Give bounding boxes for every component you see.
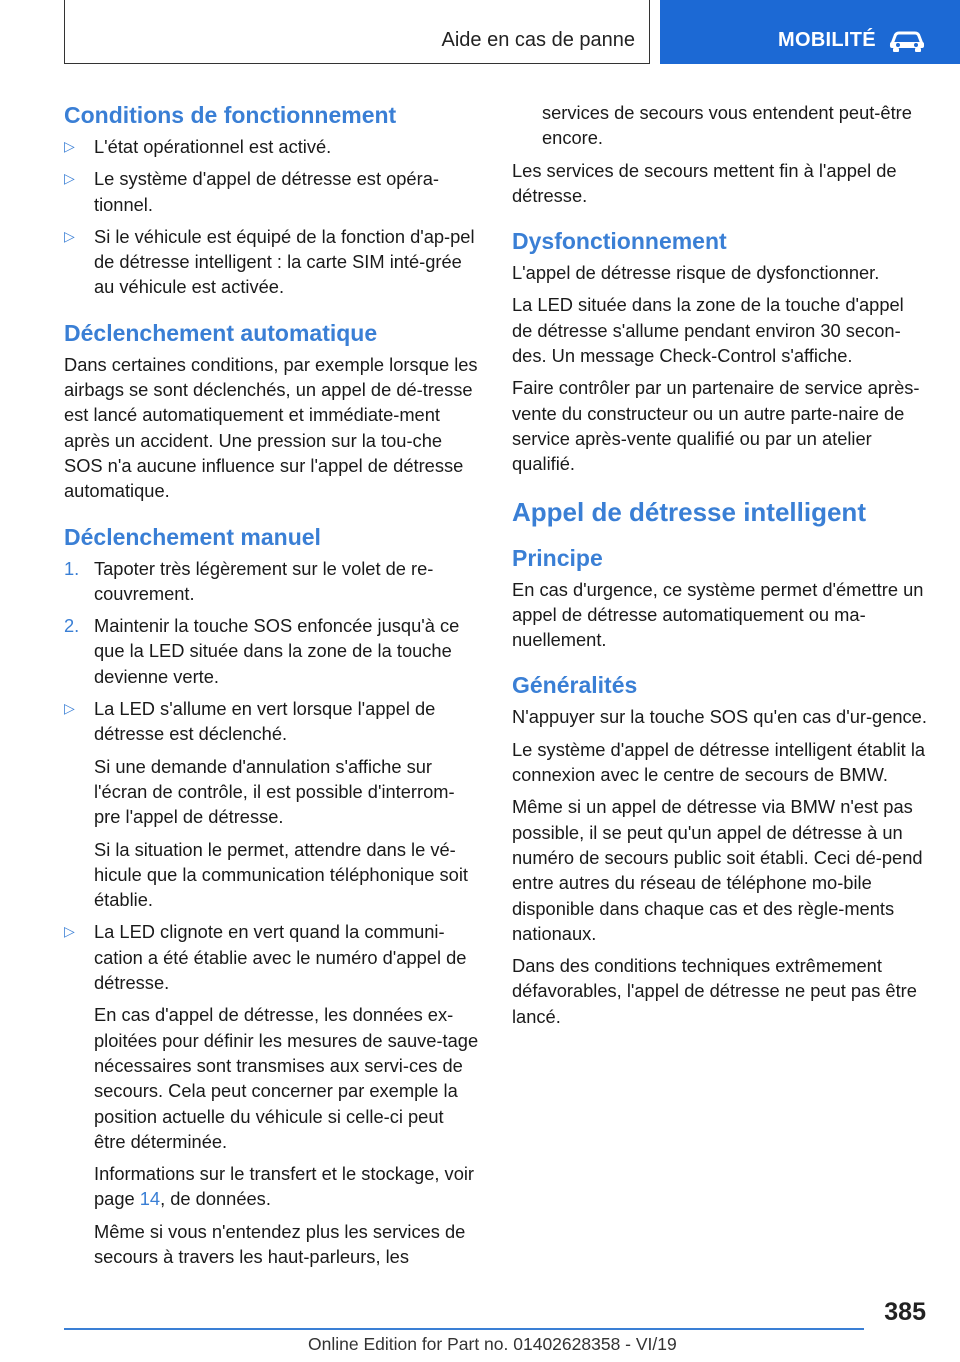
triangle-bullet-icon: ▷ bbox=[64, 227, 75, 244]
heading-operating-conditions: Conditions de fonctionnement bbox=[64, 102, 397, 128]
header-category-tab bbox=[660, 0, 960, 64]
sub-paragraph: En cas d'appel de détresse, les données ex-ploitées pour définir les mesures de sauve-tage nécessaires sont transmises aux servi-ces de secours. Cela peut concerner par exemple la position actuelle du véhicule si celle-ci peut être déterminée. bbox=[94, 1004, 479, 1152]
page-number: 385 bbox=[884, 1298, 926, 1326]
paragraph: Le système d'appel de détresse intelligent établit la connexion avec le centre de secours de BMW. bbox=[512, 738, 926, 786]
sub-paragraph: Même si vous n'entendez plus les services de secours à travers les haut-parleurs, les bbox=[94, 1220, 466, 1267]
heading-principle: Principe bbox=[512, 544, 603, 571]
paragraph: Faire contrôler par un partenaire de service après-vente du constructeur ou un autre parte-naire de service après-vente qualifié ou par un atelier qualifié. bbox=[512, 377, 920, 475]
paragraph: Dans certaines conditions, par exemple lorsque les airbags se sont déclenchés, un appel de dé-tresse est lancé automatiquement et immédiate-ment après un accident. Une pression sur la tou-che SOS n'a aucune influence sur l'appel de détresse automatique. bbox=[64, 353, 478, 502]
footer-divider bbox=[64, 1328, 864, 1330]
section-title: Aide en cas de panne bbox=[441, 29, 635, 51]
footer-edition: Online Edition for Part no. 01402628358 - VI/19 bbox=[308, 1334, 677, 1354]
header-section-tab bbox=[64, 0, 650, 64]
list-item: ▷ La LED clignote en vert quand la communi-cation a été établie avec le numéro d'appel de détresse. bbox=[64, 921, 467, 994]
heading-manual-trigger: Déclenchement manuel bbox=[64, 523, 321, 550]
list-item: ▷ Si le véhicule est équipé de la fonction d'ap-pel de détresse intelligent : la carte SIM inté-grée au véhicule est activée. bbox=[64, 225, 475, 298]
sub-paragraph-with-link: Informations sur le transfert et le stockage, voir page 14, de données. bbox=[94, 1163, 475, 1210]
triangle-bullet-icon: ▷ bbox=[64, 138, 75, 154]
paragraph: En cas d'urgence, ce système permet d'émettre un appel de détresse automatiquement ou ma-nuellement. bbox=[512, 578, 924, 651]
continued-paragraph: services de secours vous entendent peut-être encore. bbox=[542, 102, 912, 149]
sub-paragraph: Si une demande d'annulation s'affiche sur l'écran de contrôle, il est possible d'interrom-pre l'appel de détresse. bbox=[94, 755, 455, 828]
heading-automatic-trigger: Déclenchement automatique bbox=[64, 319, 378, 346]
heading-malfunction: Dysfonctionnement bbox=[512, 228, 727, 255]
paragraph: Même si un appel de détresse via BMW n'est pas possible, il se peut qu'un appel de détresse à un numéro de secours public soit établi. Ceci dé-pend entre autres du réseau de téléphone mo-bile disponible dans chaque cas et des règle-ments nationaux. bbox=[512, 796, 923, 944]
numbered-step: 1. Tapoter très légèrement sur le volet de re-couvrement. bbox=[64, 557, 434, 604]
list-item: ▷ La LED s'allume en vert lorsque l'appel de détresse est déclenché. bbox=[64, 698, 436, 745]
paragraph: L'appel de détresse risque de dysfonctionner. bbox=[512, 262, 880, 284]
paragraph: N'appuyer sur la touche SOS qu'en cas d'ur-gence. bbox=[512, 706, 927, 728]
heading-general: Généralités bbox=[512, 672, 638, 699]
triangle-bullet-icon: ▷ bbox=[64, 700, 75, 717]
paragraph: Les services de secours mettent fin à l'appel de détresse. bbox=[512, 159, 897, 206]
category-title: MOBILITÉ bbox=[778, 29, 876, 51]
paragraph: La LED située dans la zone de la touche d'appel de détresse s'allume pendant environ 30 secon-des. Un message Check-Control s'affiche. bbox=[512, 294, 904, 367]
left-column bbox=[64, 100, 479, 1276]
triangle-bullet-icon: ▷ bbox=[64, 170, 75, 187]
numbered-step: 2. Maintenir la touche SOS enfoncée jusqu'à ce que la LED située dans la zone de la touche devienne verte. bbox=[64, 615, 460, 687]
page-link[interactable]: 14 bbox=[139, 1188, 161, 1210]
car-icon bbox=[888, 28, 926, 52]
sub-paragraph: Si la situation le permet, attendre dans le vé-hicule que la communication téléphonique soit établie. bbox=[94, 838, 468, 911]
list-item: ▷ L'état opérationnel est activé. bbox=[64, 134, 479, 159]
triangle-bullet-icon: ▷ bbox=[64, 923, 75, 940]
list-item: ▷ Le système d'appel de détresse est opéra-tionnel. bbox=[64, 168, 439, 215]
heading-intelligent-emergency-call: Appel de détresse intelligent bbox=[512, 496, 866, 527]
paragraph: Dans des conditions techniques extrêmement défavorables, l'appel de détresse ne peut pas être lancé. bbox=[512, 955, 917, 1027]
right-column bbox=[512, 100, 927, 1036]
